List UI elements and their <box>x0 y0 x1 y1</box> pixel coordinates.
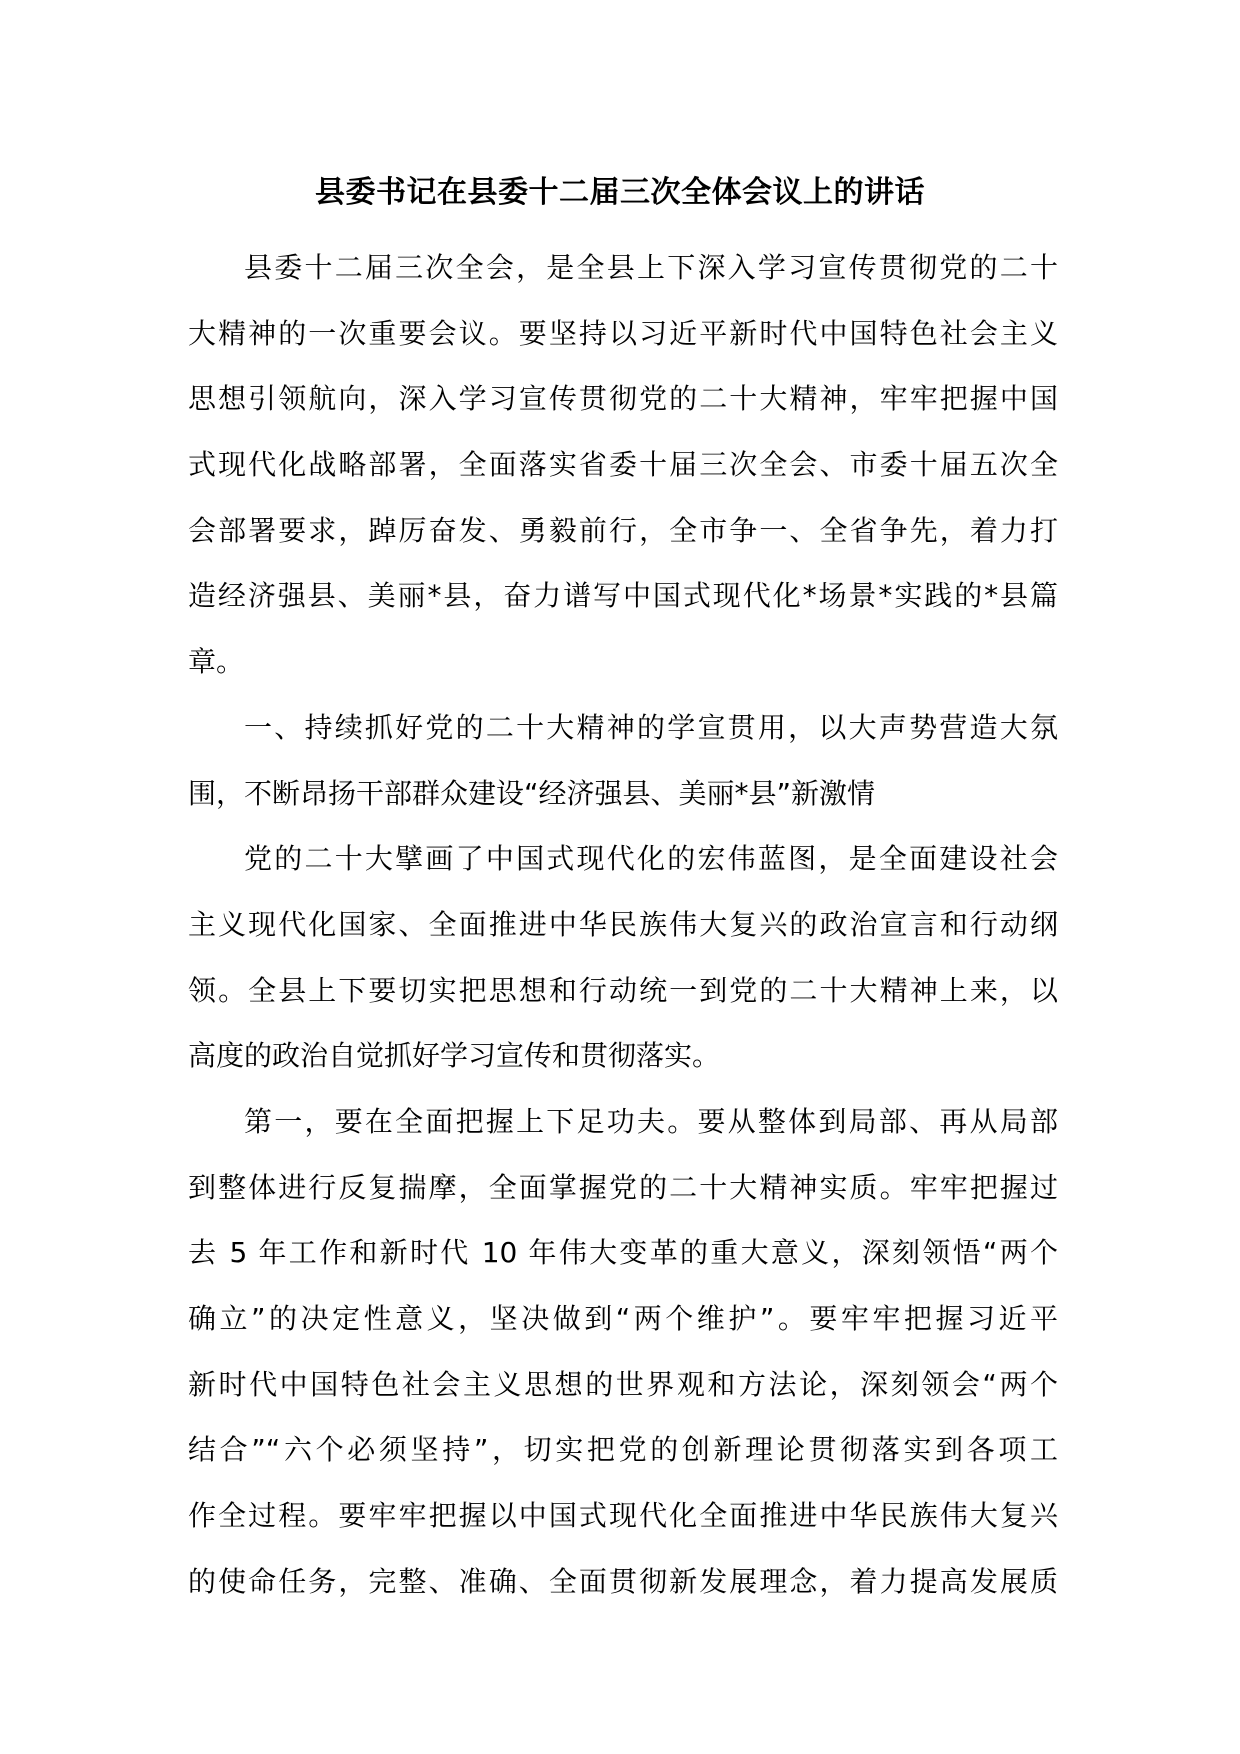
paragraph-line: 的使命任务，完整、准确、全面贯彻新发展理念，着力提高发展质 <box>188 1564 1058 1598</box>
paragraph-line: 式现代化战略部署，全面落实省委十届三次全会、市委十届五次全 <box>188 448 1058 482</box>
section-heading-line: 围，不断昂扬干部群众建设“经济强县、美丽*县”新激情 <box>188 776 876 810</box>
paragraph-line: 大精神的一次重要会议。要坚持以习近平新时代中国特色社会主义 <box>188 316 1058 350</box>
paragraph-line: 结合”“六个必须坚持”，切实把党的创新理论贯彻落实到各项工 <box>188 1433 1058 1467</box>
paragraph-line: 章。 <box>188 645 245 679</box>
section-heading-line: 一、持续抓好党的二十大精神的学宣贯用，以大声势营造大氛 <box>244 710 1058 744</box>
paragraph-line: 新时代中国特色社会主义思想的世界观和方法论，深刻领会“两个 <box>188 1367 1058 1401</box>
paragraph-line: 主义现代化国家、全面推进中华民族伟大复兴的政治宣言和行动纲 <box>188 907 1058 941</box>
paragraph-line: 思想引领航向，深入学习宣传贯彻党的二十大精神，牢牢把握中国 <box>188 382 1058 416</box>
document-title: 县委书记在县委十二届三次全体会议上的讲话 <box>315 175 925 210</box>
paragraph-line: 高度的政治自觉抓好学习宣传和贯彻落实。 <box>188 1039 721 1073</box>
paragraph-line: 领。全县上下要切实把思想和行动统一到党的二十大精神上来，以 <box>188 973 1058 1007</box>
paragraph-line: 造经济强县、美丽*县，奋力谱写中国式现代化*场景*实践的*县篇 <box>188 579 1058 613</box>
paragraph-line: 到整体进行反复揣摩，全面掌握党的二十大精神实质。牢牢把握过 <box>188 1170 1058 1204</box>
paragraph-line: 第一，要在全面把握上下足功夫。要从整体到局部、再从局部 <box>244 1104 1058 1138</box>
paragraph-line: 确立”的决定性意义，坚决做到“两个维护”。要牢牢把握习近平 <box>188 1302 1058 1335</box>
paragraph-line: 作全过程。要牢牢把握以中国式现代化全面推进中华民族伟大复兴 <box>188 1499 1058 1533</box>
document-body <box>188 235 1058 1614</box>
paragraph-line: 会部署要求，踔厉奋发、勇毅前行，全市争一、全省争先，着力打 <box>188 513 1058 547</box>
paragraph-line: 党的二十大擘画了中国式现代化的宏伟蓝图，是全面建设社会 <box>244 842 1058 876</box>
paragraph-line: 县委十二届三次全会，是全县上下深入学习宣传贯彻党的二十 <box>244 251 1058 284</box>
paragraph-line: 去 5 年工作和新时代 10 年伟大变革的重大意义，深刻领悟“两个 <box>188 1236 1058 1270</box>
